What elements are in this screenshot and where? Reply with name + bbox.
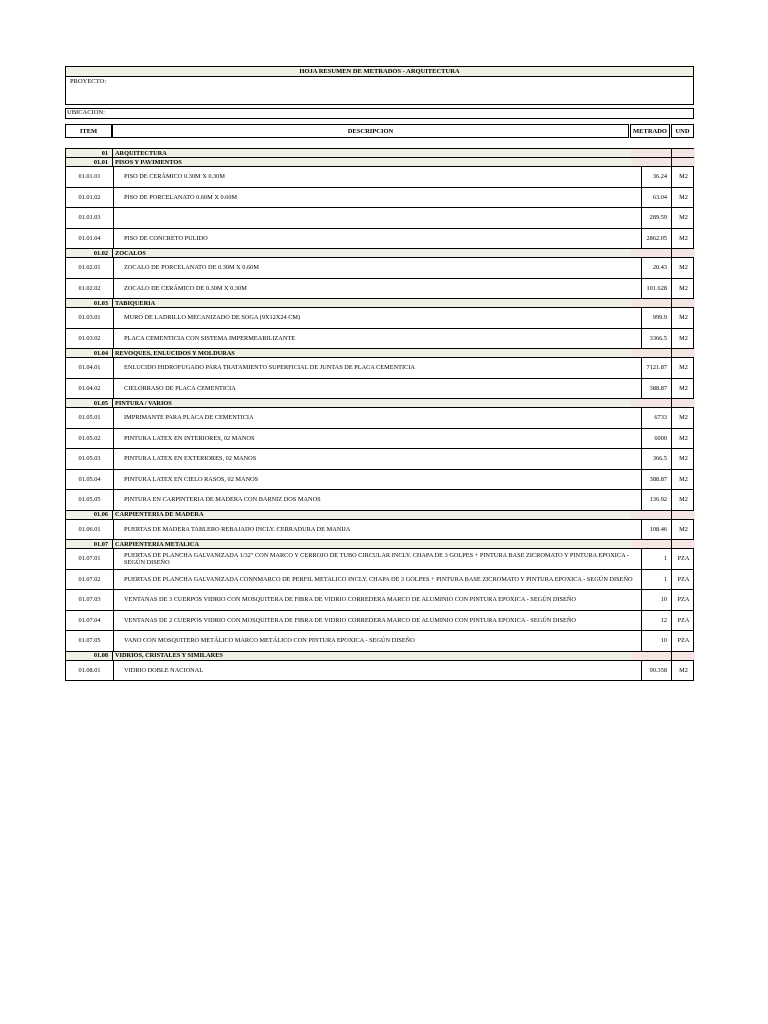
item-code-cell <box>66 167 114 187</box>
description-cell-text: CARPIENTERIA DE MADERA <box>115 511 204 518</box>
metrado-cell <box>631 631 672 651</box>
metrado-cell-text: 1 <box>663 575 667 583</box>
unit-cell <box>672 490 695 510</box>
description-cell-text: MURO DE LADRILLO MECANIZADO DE SOGA (9X12X24 CM) <box>124 314 301 322</box>
item-code-cell-text: 01 <box>101 149 108 157</box>
description-cell-text: ZOCALO DE PORCELANATO DE 0.30M X 0.60M <box>124 264 259 272</box>
column-header-descripcion: DESCRIPCION <box>112 124 629 138</box>
unit-cell <box>672 408 695 428</box>
description-cell <box>114 490 642 510</box>
item-code-cell <box>66 408 114 428</box>
description-cell-text: PISO DE CONCRETO PULIDO <box>124 234 208 242</box>
column-header-item: ITEM <box>65 124 112 138</box>
description-cell <box>114 349 633 357</box>
description-cell <box>114 379 642 399</box>
description-cell-text: ZOCALO DE CERÁMICO DE 0.30M X 0.30M <box>124 284 247 292</box>
unit-cell <box>672 379 695 399</box>
item-code-cell-text: 01.06.01 <box>78 525 101 533</box>
item-code-cell <box>66 449 114 469</box>
unit-cell-text: M2 <box>679 666 688 674</box>
item-code-cell <box>66 188 114 208</box>
item-code-cell-text: 01.02 <box>93 249 108 257</box>
unit-cell <box>672 511 695 519</box>
item-code-cell <box>66 540 113 548</box>
unit-cell-text: M2 <box>679 173 688 181</box>
unit-cell <box>672 158 695 166</box>
item-code-cell <box>66 661 114 681</box>
description-cell <box>114 611 642 631</box>
item-code-cell <box>66 590 114 610</box>
description-cell-text: PISOS Y PAVIMENTOS <box>115 158 182 166</box>
metrado-cell-text: 366.5 <box>652 455 667 463</box>
unit-cell-text: PZA <box>677 637 690 645</box>
metrados-table-body <box>65 148 694 681</box>
metrado-cell-text: 388.87 <box>649 384 667 392</box>
description-cell-text: VANO CON MOSQUITERO METÁLICO MARCO METÁLICO CON PINTURA EPOXICA - SEGÚN DISEÑO <box>124 637 415 645</box>
table-row <box>66 379 693 400</box>
unit-cell-text: M2 <box>679 284 688 292</box>
metrado-cell <box>631 358 672 378</box>
metrado-cell-text: 20.43 <box>652 264 667 272</box>
item-code-cell <box>66 631 114 651</box>
description-cell <box>114 167 642 187</box>
metrado-cell <box>631 520 672 540</box>
description-cell-text: PLACA CEMENTICIA CON SISTEMA IMPERMEABILIZANTE <box>124 334 296 342</box>
metrado-cell <box>631 490 672 510</box>
item-code-cell <box>66 429 114 449</box>
section-row <box>66 149 693 158</box>
unit-cell <box>672 167 695 187</box>
table-row <box>66 570 693 591</box>
item-code-cell <box>66 249 113 257</box>
metrado-cell <box>631 188 672 208</box>
table-row <box>66 208 693 229</box>
item-code-cell <box>66 279 114 299</box>
unit-cell-text: M2 <box>679 334 688 342</box>
metrado-cell <box>631 349 672 357</box>
description-cell-text: IMPRIMANTE PARA PLACA DE CEMENTICIA <box>124 414 254 422</box>
unit-cell <box>672 358 695 378</box>
section-row <box>66 349 693 358</box>
section-row <box>66 299 693 308</box>
unit-cell <box>672 258 695 278</box>
table-row <box>66 490 693 511</box>
unit-cell <box>672 652 695 660</box>
unit-cell <box>672 299 695 307</box>
description-cell <box>114 229 642 249</box>
item-code-cell <box>66 208 114 228</box>
sheet-title: HOJA RESUMEN DE METRADOS - ARQUITECTURA <box>65 66 694 77</box>
metrado-cell-text: 36.24 <box>652 173 667 181</box>
item-code-cell <box>66 611 114 631</box>
item-code-cell <box>66 511 113 519</box>
description-cell <box>114 652 633 660</box>
item-code-cell <box>66 379 114 399</box>
metrado-cell <box>631 329 672 349</box>
metrado-cell <box>631 449 672 469</box>
unit-cell-text: M2 <box>679 214 688 222</box>
item-code-cell-text: 01.02.02 <box>78 284 101 292</box>
item-code-cell <box>66 470 114 490</box>
item-code-cell <box>66 490 114 510</box>
unit-cell-text: M2 <box>679 525 688 533</box>
metrado-cell <box>631 470 672 490</box>
table-row <box>66 429 693 450</box>
unit-cell <box>672 661 695 681</box>
item-code-cell-text: 01.07.01 <box>78 555 101 563</box>
metrado-cell-text: 101.628 <box>646 284 667 292</box>
table-row <box>66 329 693 350</box>
description-cell-text: VIDRIOS, CRISTALES Y SIMILARES <box>115 652 223 659</box>
description-cell-text: PINTURA EN CARPINTERIA DE MADERA CON BARNIZ DOS MANOS <box>124 496 321 504</box>
table-row <box>66 279 693 300</box>
description-cell <box>114 549 642 569</box>
metrado-cell-text: 999.9 <box>652 314 667 322</box>
unit-cell-text: M2 <box>679 364 688 372</box>
table-row <box>66 449 693 470</box>
item-code-cell <box>66 329 114 349</box>
item-code-cell-text: 01.02.01 <box>78 264 101 272</box>
description-cell-text: PUERTAS DE PLANCHA GALVANIZADA 1/32" CON MARCO Y CERROJO DE TUBO CIRCULAR INCLY. CHAPA DE 3 GOLPES + PINTURA BASE ZICROMATO Y PINTURA EPOXICA - SEGÚN DISEÑO <box>124 551 629 566</box>
metrado-cell-text: 6000 <box>654 434 667 442</box>
table-row <box>66 590 693 611</box>
metrado-cell-text: 3366.5 <box>649 334 667 342</box>
column-header-und: UND <box>671 124 694 138</box>
description-cell-text: PINTURA LATEX EN EXTERIORES, 02 MANOS <box>124 455 257 463</box>
unit-cell-text: M2 <box>679 496 688 504</box>
metrado-cell <box>631 229 672 249</box>
unit-cell-text: M2 <box>679 434 688 442</box>
description-cell <box>114 570 642 590</box>
item-code-cell <box>66 358 114 378</box>
metrado-cell <box>631 379 672 399</box>
description-cell-text: PISO DE CERÁMICO 0.30M X 0.30M <box>124 173 225 181</box>
metrado-cell-text: 6733 <box>654 414 667 422</box>
description-cell <box>114 399 633 407</box>
unit-cell-text: PZA <box>677 596 690 604</box>
item-code-cell <box>66 258 114 278</box>
description-cell <box>114 631 642 651</box>
table-row <box>66 520 693 541</box>
unit-cell-text: M2 <box>679 455 688 463</box>
description-cell <box>114 408 642 428</box>
item-code-cell-text: 01.07 <box>93 540 108 548</box>
unit-cell <box>672 590 695 610</box>
metrado-cell <box>631 208 672 228</box>
description-cell-text: CARPIENTERIA METALICA <box>115 540 200 548</box>
unit-cell <box>672 540 695 548</box>
description-cell <box>114 449 642 469</box>
item-code-cell-text: 01.01 <box>93 158 108 166</box>
description-cell <box>114 149 633 157</box>
unit-cell-text: M2 <box>679 264 688 272</box>
unit-cell <box>672 429 695 449</box>
item-code-cell-text: 01.07.04 <box>78 616 101 624</box>
description-cell <box>114 429 642 449</box>
metrado-cell <box>631 611 672 631</box>
ubicacion-row <box>65 108 694 119</box>
item-code-cell-text: 01.04.02 <box>78 384 101 392</box>
unit-cell <box>672 229 695 249</box>
description-cell-text: PUERTAS DE PLANCHA GALVANIZADA CONNMARCO DE PERFIL METALICO INCLY. CHAPA DE 3 GOLPES + PINTURA BASE ZICROMATO Y PINTURA EPOXICA - SEGÚN DISEÑO <box>124 575 633 583</box>
item-code-cell-text: 01.05 <box>93 399 108 407</box>
unit-cell <box>672 208 695 228</box>
unit-cell <box>672 520 695 540</box>
item-code-cell <box>66 570 114 590</box>
metrado-cell-text: 10 <box>660 637 667 645</box>
table-row <box>66 308 693 329</box>
item-code-cell-text: 01.03.01 <box>78 314 101 322</box>
column-header-row <box>65 124 694 138</box>
item-code-cell-text: 01.05.05 <box>78 496 101 504</box>
section-row <box>66 652 693 661</box>
item-code-cell-text: 01.04.01 <box>78 364 101 372</box>
metrado-cell-text: 12 <box>660 616 667 624</box>
description-cell-text: VENTANAS DE 3 CUERPOS VIDRIO CON MOSQUITERA DE FIBRA DE VIDRIO CORREDERA MARCO DE ALUMINIO CON PINTURA EPOXICA - SEGÚN DISEÑO <box>124 596 576 604</box>
table-row <box>66 408 693 429</box>
item-code-cell-text: 01.06 <box>93 511 108 518</box>
unit-cell-text: M2 <box>679 475 688 483</box>
description-cell-text: PINTURA LATEX EN INTERIORES, 02 MANOS <box>124 434 255 442</box>
column-header-metrado: METRADO <box>630 124 670 138</box>
item-code-cell-text: 01.01.04 <box>78 234 101 242</box>
metrado-cell-text: 108.46 <box>649 525 667 533</box>
section-row <box>66 158 693 167</box>
metrado-cell <box>631 661 672 681</box>
description-cell-text: VENTANAS DE 2 CUERPOS VIDRIO CON MOSQUITERA DE FIBRA DE VIDRIO CORREDERA MARCO DE ALUMINIO CON PINTURA EPOXICA - SEGÚN DISEÑO <box>124 616 576 624</box>
item-code-cell-text: 01.07.03 <box>78 596 101 604</box>
metrado-cell-text: 63.04 <box>652 193 667 201</box>
description-cell <box>114 661 642 681</box>
item-code-cell-text: 01.04 <box>93 349 108 357</box>
item-code-cell <box>66 399 113 407</box>
table-row <box>66 631 693 652</box>
item-code-cell-text: 01.05.04 <box>78 475 101 483</box>
metrado-cell-text: 2862.05 <box>646 234 667 242</box>
proyecto-label: PROYECTO: <box>70 78 106 85</box>
table-row <box>66 358 693 379</box>
metrado-cell <box>631 511 672 519</box>
description-cell-text: REVOQUES, ENLUCIDOS Y MOLDURAS <box>115 349 235 357</box>
item-code-cell <box>66 308 114 328</box>
description-cell <box>114 208 642 228</box>
description-cell-text: PINTURA / VARIOS <box>115 399 172 407</box>
description-cell <box>114 308 642 328</box>
unit-cell <box>672 570 695 590</box>
item-code-cell-text: 01.08.01 <box>78 666 101 674</box>
item-code-cell-text: 01.03 <box>93 299 108 307</box>
unit-cell-text: M2 <box>679 414 688 422</box>
description-cell <box>114 520 642 540</box>
item-code-cell-text: 01.01.01 <box>78 173 101 181</box>
description-cell-text: PISO DE PORCELANATO 0.60M X 0.60M <box>124 193 238 201</box>
description-cell <box>114 158 633 166</box>
item-code-cell-text: 01.01.02 <box>78 193 101 201</box>
item-code-cell <box>66 520 114 540</box>
unit-cell <box>672 279 695 299</box>
metrado-cell <box>631 652 672 660</box>
description-cell-text: ENLUCIDO HIDROFUGADO PARA TRATAMIENTO SUPERFICIAL DE JUNTAS DE PLACA CEMENTICIA <box>124 364 415 372</box>
metrado-cell <box>631 590 672 610</box>
item-code-cell <box>66 299 113 307</box>
table-row <box>66 549 693 570</box>
metrados-sheet <box>65 66 694 681</box>
description-cell-text: VIDRIO DOBLE NACIONAL <box>124 666 204 674</box>
unit-cell-text: M2 <box>679 193 688 201</box>
table-row <box>66 188 693 209</box>
table-row <box>66 258 693 279</box>
unit-cell-text: PZA <box>677 616 690 624</box>
ubicacion-label: UBICACION: <box>67 109 105 116</box>
unit-cell <box>672 349 695 357</box>
metrado-cell <box>631 549 672 569</box>
item-code-cell <box>66 158 113 166</box>
item-code-cell-text: 01.08 <box>93 652 108 659</box>
unit-cell <box>672 308 695 328</box>
unit-cell <box>672 249 695 257</box>
unit-cell <box>672 329 695 349</box>
description-cell <box>114 258 642 278</box>
metrado-cell <box>631 308 672 328</box>
table-row <box>66 229 693 250</box>
item-code-cell-text: 01.07.05 <box>78 637 101 645</box>
description-cell <box>114 329 642 349</box>
unit-cell <box>672 549 695 569</box>
metrado-cell-text: 136.92 <box>649 496 667 504</box>
description-cell-text: CIELORRASO DE PLACA CEMENTICIA <box>124 384 236 392</box>
metrado-cell <box>631 158 672 166</box>
item-code-cell <box>66 349 113 357</box>
unit-cell <box>672 611 695 631</box>
proyecto-row <box>65 77 694 105</box>
metrado-cell-text: 90.358 <box>649 666 667 674</box>
metrado-cell <box>631 408 672 428</box>
description-cell-text: TABIQUERIA <box>115 299 156 307</box>
unit-cell-text: M2 <box>679 314 688 322</box>
metrado-cell <box>631 299 672 307</box>
item-code-cell-text: 01.05.02 <box>78 434 101 442</box>
metrado-cell <box>631 540 672 548</box>
metrado-cell-text: 10 <box>660 596 667 604</box>
description-cell <box>114 511 633 519</box>
metrado-cell-text: 1 <box>663 555 667 563</box>
table-row <box>66 611 693 632</box>
item-code-cell <box>66 549 114 569</box>
unit-cell <box>672 449 695 469</box>
description-cell-text: ARQUITECTURA <box>115 149 167 157</box>
description-cell <box>114 470 642 490</box>
table-row <box>66 167 693 188</box>
description-cell <box>114 358 642 378</box>
item-code-cell <box>66 149 113 157</box>
unit-cell <box>672 149 695 157</box>
metrado-cell <box>631 258 672 278</box>
description-cell <box>114 299 633 307</box>
unit-cell-text: M2 <box>679 384 688 392</box>
section-row <box>66 399 693 408</box>
metrado-cell-text: 388.87 <box>649 475 667 483</box>
description-cell-text: ZOCALOS <box>115 249 146 257</box>
unit-cell-text: PZA <box>677 575 690 583</box>
section-row <box>66 511 693 520</box>
description-cell-text: PINTURA LATEX EN CIELO RASOS, 02 MANOS <box>124 475 259 483</box>
item-code-cell-text: 01.05.01 <box>78 414 101 422</box>
metrado-cell <box>631 399 672 407</box>
description-cell <box>114 540 633 548</box>
metrado-cell <box>631 429 672 449</box>
description-cell <box>114 188 642 208</box>
section-row <box>66 249 693 258</box>
metrado-cell <box>631 249 672 257</box>
unit-cell <box>672 470 695 490</box>
metrado-cell <box>631 279 672 299</box>
description-cell <box>114 279 642 299</box>
item-code-cell-text: 01.03.02 <box>78 334 101 342</box>
description-cell <box>114 249 633 257</box>
section-row <box>66 540 693 549</box>
metrado-cell <box>631 167 672 187</box>
item-code-cell-text: 01.07.02 <box>78 575 101 583</box>
metrado-cell <box>631 570 672 590</box>
description-cell-text: PUERTAS DE MADERA TABLERO REBAJADO INCLY. CERRADURA DE MANIJA <box>124 525 351 533</box>
unit-cell <box>672 631 695 651</box>
item-code-cell-text: 01.05.03 <box>78 455 101 463</box>
metrado-cell-text: 7121.87 <box>646 364 667 372</box>
unit-cell-text: PZA <box>677 555 690 563</box>
metrado-cell <box>631 149 672 157</box>
item-code-cell-text: 01.01.03 <box>78 214 101 222</box>
unit-cell <box>672 399 695 407</box>
table-row <box>66 661 693 682</box>
unit-cell-text: M2 <box>679 234 688 242</box>
unit-cell <box>672 188 695 208</box>
item-code-cell <box>66 652 113 660</box>
table-row <box>66 470 693 491</box>
description-cell <box>114 590 642 610</box>
item-code-cell <box>66 229 114 249</box>
metrado-cell-text: 289.59 <box>649 214 667 222</box>
